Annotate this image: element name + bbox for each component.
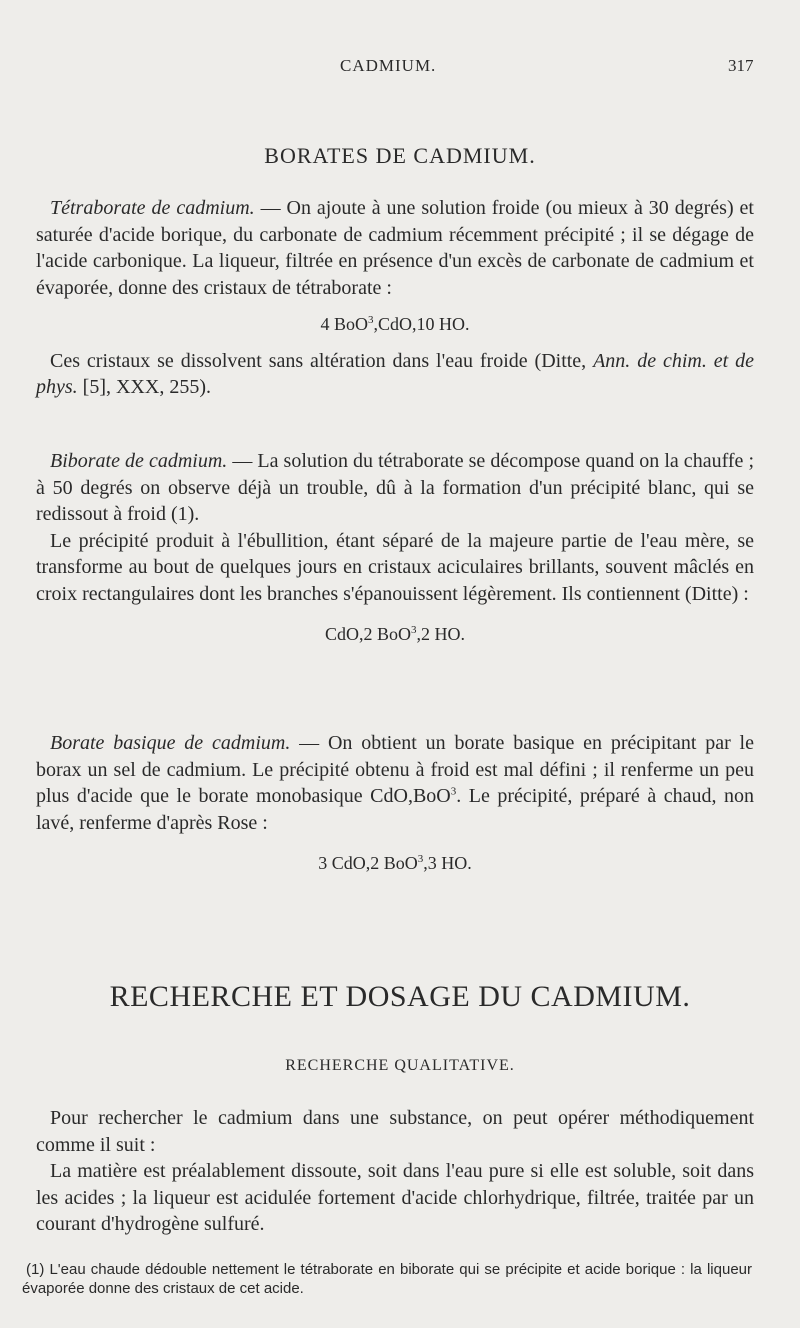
basique-term: Borate basique de cadmium. (50, 732, 291, 754)
page-number: 317 (728, 56, 754, 75)
tetraborate-paragraph (36, 195, 754, 301)
running-title: CADMIUM. (340, 56, 437, 75)
basique-text-b: . Le précipité, préparé à chaud, non lavé, renferme d'après Rose : (36, 785, 754, 834)
section-heading-recherche: RECHERCHE ET DOSAGE DU CADMIUM. (109, 980, 691, 1013)
tetraborate-formula (36, 311, 754, 338)
recherche-block (36, 1105, 754, 1238)
biborate-formula (36, 621, 754, 648)
biborate-paragraph (36, 448, 754, 528)
running-header (0, 56, 800, 86)
tetraborate-text-2b: [5], XXX, 255). (77, 376, 211, 398)
tetraborate-text-2a: Ces cristaux se dissolvent sans altération dans l'eau froide (Ditte, (50, 349, 594, 372)
formula-part: ,2 HO. (416, 624, 465, 644)
formula-part: 4 BoO (320, 314, 368, 334)
formula-part: ,3 HO. (423, 853, 472, 873)
recherche-paragraph-2: La matière est préalablement dissoute, soit dans l'eau pure si elle est soluble, soit dans les acides ; la liqueur est acidulée fortement d'acide chlorhydrique, filtrée, traitée par un courant d'hydrogène sulfuré. (36, 1160, 754, 1235)
tetraborate-text: — On ajoute à une solution froide (ou mieux à 30 degrés) et saturée d'acide borique, du carbonate de cadmium récemment précipité ; il se dégage de l'acide carbonique. La liqueur, filtrée en présence d'un excès de carbonate de cadmium et évaporée, donne des cristaux de tétraborate : (36, 197, 754, 299)
formula-part: ,CdO,10 HO. (373, 314, 470, 334)
formula-sup: 3 (368, 314, 374, 326)
formula-part: CdO,2 BoO (324, 624, 411, 644)
tetraborate-paragraph-2 (36, 348, 754, 401)
subheading-qualitative: RECHERCHE QUALITATIVE. (285, 1057, 515, 1074)
biborate-text: — La solution du tétraborate se décompose quand on la chauffe ; à 50 degrés on observe déjà un trouble, dû à la formation d'un précipité blanc, qui se redissout à froid (1). (36, 450, 755, 525)
biborate-term: Biborate de cadmium. (50, 450, 228, 472)
biborate-paragraph-2: Le précipité produit à l'ébullition, étant séparé de la majeure partie de l'eau mère, se transforme au bout de quelques jours en cristaux aciculaires brillants, souvent mâclés en croix rectangulaires dont les branches s'épanouissent légèrement. Ils contiennent (Ditte) : (36, 529, 754, 605)
journal-reference: Ann. de chim. et de phys. (36, 349, 754, 398)
basique-text-a: — On obtient un borate basique en précipitant par le borax un sel de cadmium. Le précipité obtenu à froid est mal défini ; il renferme un peu plus d'acide que le borate monobasique CdO,BoO (36, 732, 754, 807)
formula-sup: 3 (411, 624, 417, 636)
biborate-block (36, 448, 754, 660)
footnote (22, 1260, 752, 1298)
basique-paragraph (36, 730, 754, 836)
formula-sup: 3 (417, 853, 424, 865)
recherche-paragraph-1: Pour rechercher le cadmium dans une substance, on peut opérer méthodiquement comme il suit : (36, 1107, 754, 1156)
basique-formula (36, 850, 754, 877)
section-heading-borates: BORATES DE CADMIUM. (264, 143, 536, 168)
basique-sup: 3 (450, 785, 457, 798)
formula-part: 3 CdO,2 BoO (318, 853, 418, 873)
basique-block (36, 730, 754, 877)
footnote-text: (1) L'eau chaude dédouble nettement le tétraborate en biborate qui se précipite et acide borique : la liqueur évaporée donne des cristaux de cet acide. (22, 1261, 752, 1297)
tetraborate-term: Tétraborate de cadmium. (50, 197, 255, 219)
tetraborate-block (36, 195, 754, 401)
